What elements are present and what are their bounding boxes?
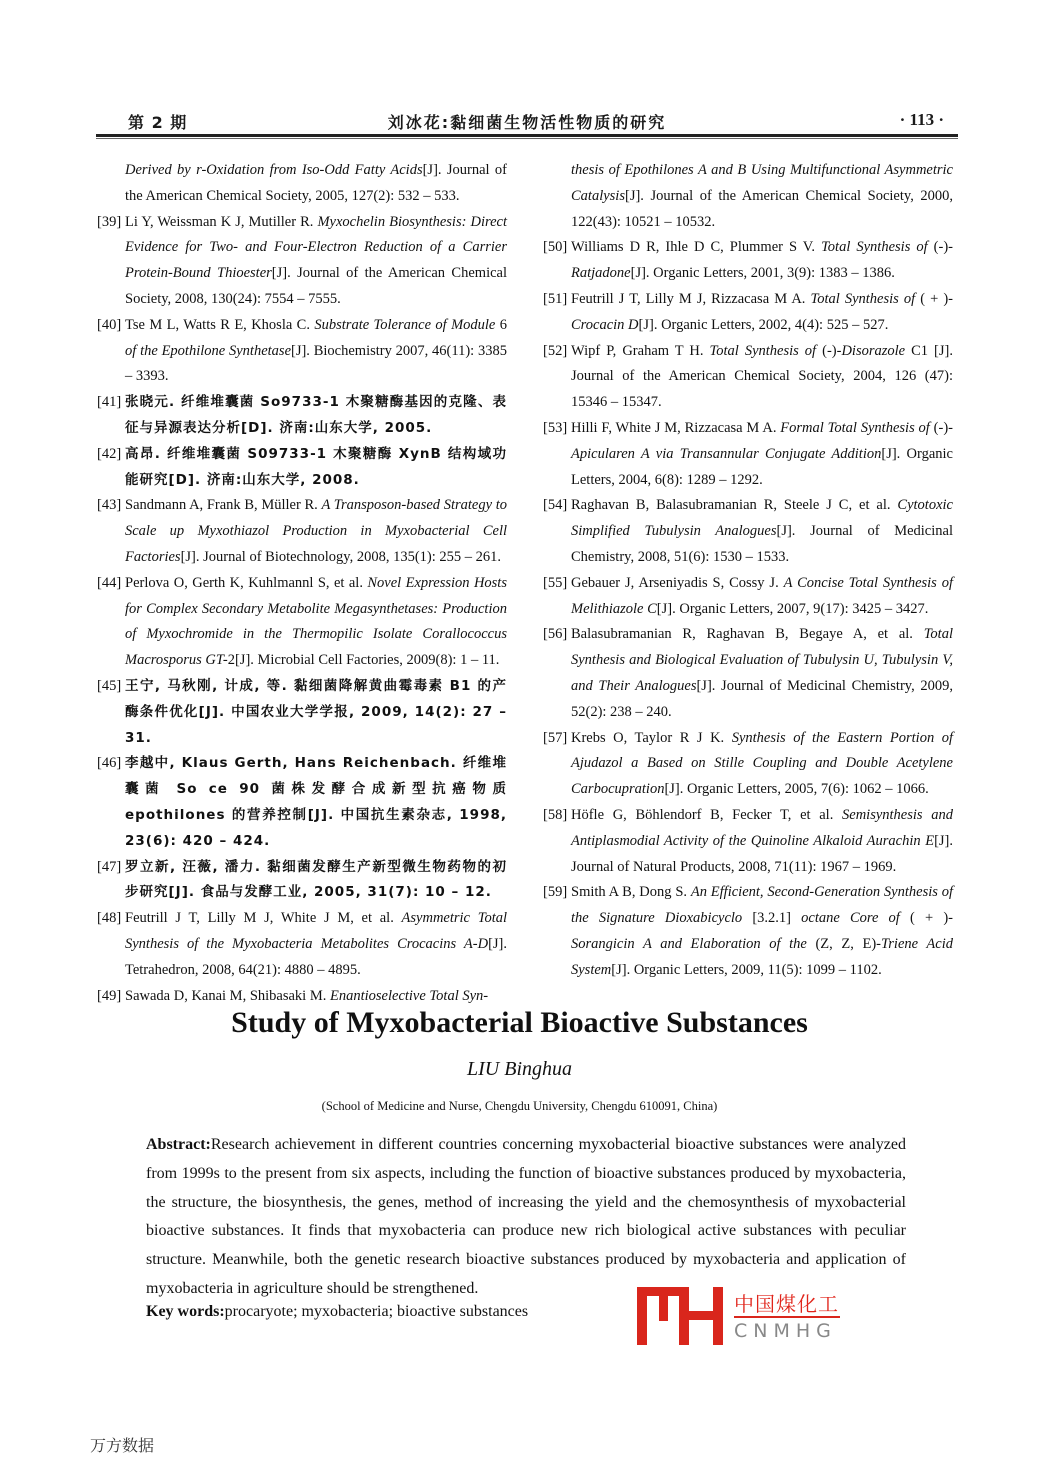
watermark-en-text: CNMHG bbox=[734, 1320, 837, 1342]
reference-title: of the Epothilone Synthetase bbox=[125, 342, 291, 359]
watermark-cn-text: 中国煤化工 bbox=[734, 1292, 839, 1316]
reference-number: [47] bbox=[97, 858, 122, 875]
keywords-label: Key words: bbox=[146, 1303, 225, 1320]
reference-item bbox=[543, 622, 953, 725]
reference-text: (-)- bbox=[927, 239, 953, 256]
reference-item bbox=[97, 313, 507, 390]
reference-text: [3.2.1] bbox=[742, 910, 802, 927]
reference-item bbox=[543, 416, 953, 493]
reference-text: [J]. Organic Letters, 2009, 11(5): 1099 – 1102. bbox=[611, 961, 882, 978]
reference-number: [49] bbox=[97, 987, 122, 1004]
header-rule bbox=[96, 134, 958, 137]
reference-text: [J]. Organic Letters, 2007, 9(17): 3425 – 3427. bbox=[656, 600, 929, 617]
reference-text: ( + )- bbox=[899, 910, 953, 927]
reference-text: Hilli F, White J M, Rizzacasa M A. bbox=[571, 419, 781, 436]
reference-title: A Concise Total Synthesis of Melithiazole C bbox=[571, 574, 953, 617]
reference-text: [J]. Journal of the American Chemical Society, 2005, 127(2): 532 – 533. bbox=[125, 162, 507, 204]
page-header bbox=[96, 106, 958, 134]
reference-title: Synthesis of the Eastern Portion of Ajudazol a Based on Stille Coupling and Double Acetylene Carbocupration bbox=[571, 729, 954, 798]
reference-text: [J]. Journal of Medicinal Chemistry, 2008, 51(6): 1530 – 1533. bbox=[571, 523, 953, 565]
reference-text: [J]. Organic Letters, 2001, 3(9): 1383 – 1386. bbox=[630, 265, 895, 282]
reference-item bbox=[543, 803, 953, 880]
reference-item bbox=[543, 726, 953, 803]
reference-item bbox=[543, 880, 953, 983]
reference-text: 6 bbox=[495, 316, 508, 333]
reference-title: Asymmetric Total Synthesis of the Myxobacteria Metabolites Crocacins A-D bbox=[125, 910, 507, 952]
reference-text: [J]. Journal of the American Chemical Society, 2008, 130(24): 7554 – 7555. bbox=[125, 265, 507, 307]
reference-title: Derived by r-Oxidation from Iso-Odd Fatty Acids bbox=[125, 162, 423, 178]
reference-continuation bbox=[97, 158, 507, 210]
reference-text: (-)- bbox=[816, 342, 842, 359]
reference-number: [53] bbox=[543, 419, 568, 436]
reference-text: Feutrill J T, Lilly M J, Rizzacasa M A. bbox=[571, 290, 811, 307]
reference-item bbox=[543, 287, 953, 339]
reference-text: Tse M L, Watts R E, Khosla C. bbox=[125, 316, 315, 333]
source-footer: 万方数据 bbox=[90, 1436, 155, 1455]
reference-text: Gebauer J, Arseniyadis S, Cossy J. bbox=[571, 574, 784, 591]
abstract-label: Abstract: bbox=[146, 1136, 211, 1153]
reference-text: Krebs O, Taylor R J K. bbox=[571, 729, 732, 746]
issue-label: 第 2 期 bbox=[128, 113, 188, 132]
keywords-text: procaryote; myxobacteria; bioactive substances bbox=[224, 1303, 529, 1320]
references-left-column bbox=[97, 158, 507, 1009]
reference-text: C1 [J]. Journal of the American Chemical Society, 2004, 126 (47): 15346 – 15347. bbox=[571, 342, 953, 411]
reference-text: [J]. Journal of the American Chemical Society, 2000, 122(43): 10521 – 10532. bbox=[571, 187, 953, 230]
reference-item bbox=[97, 442, 507, 494]
reference-text: [J]. Journal of Natural Products, 2008, 71(11): 1967 – 1969. bbox=[571, 832, 953, 875]
abstract bbox=[146, 1131, 906, 1304]
reference-number: [45] bbox=[97, 677, 122, 694]
english-title: Study of Myxobacterial Bioactive Substances bbox=[231, 1006, 808, 1039]
reference-text: Raghavan B, Balasubramanian R, Steele J C, et al. bbox=[571, 497, 898, 514]
reference-text: (Z, Z, E)- bbox=[806, 935, 882, 952]
reference-text: Perlova O, Gerth K, Kuhlmannl S, et al. bbox=[125, 574, 368, 591]
reference-title: octane Core of bbox=[801, 910, 900, 927]
reference-text: 李越中, Klaus Gerth, Hans Reichenbach. 纤维堆囊菌 So ce 90 菌株发酵合成新型抗癌物质 epothilones 的营养控制[J]. 中国抗生素杂志, 1998, 23(6): 420 – 424. bbox=[125, 755, 507, 849]
watermark-divider bbox=[734, 1316, 840, 1318]
reference-text: [J]. Biochemistry 2007, 46(11): 3385 – 3393. bbox=[125, 342, 507, 385]
reference-title: Novel Expression Hosts for Complex Secondary Metabolite Megasynthetases: Production of Myxochromide in the Thermopilic Isolate Corallococcus Macrosporus GT- bbox=[125, 574, 507, 669]
reference-title: Cytotoxic Simplified Tubulysin Analogues bbox=[571, 497, 953, 540]
reference-text: Wipf P, Graham T H. bbox=[571, 342, 710, 359]
reference-number: [46] bbox=[97, 755, 122, 772]
reference-text: Li Y, Weissman K J, Mutiller R. bbox=[125, 213, 318, 230]
reference-item bbox=[97, 751, 507, 854]
reference-item bbox=[97, 674, 507, 751]
reference-item bbox=[97, 390, 507, 442]
reference-number: [48] bbox=[97, 910, 122, 927]
reference-text: 罗立新, 汪薇, 潘力. 黏细菌发酵生产新型微生物药物的初步研究[J]. 食品与发酵工业, 2005, 31(7): 10 – 12. bbox=[125, 858, 507, 901]
reference-text: Feutrill J T, Lilly M J, White J M, et al. bbox=[125, 910, 402, 927]
reference-item bbox=[97, 571, 507, 674]
reference-number: [55] bbox=[543, 574, 568, 591]
reference-title: An Efficient, Second-Generation Synthesis of the Signature Dioxabicyclo bbox=[571, 884, 953, 927]
reference-text: [J]. Journal of Biotechnology, 2008, 135(1): 255 – 261. bbox=[180, 548, 502, 565]
reference-title: Total Synthesis of bbox=[810, 290, 916, 307]
reference-text: (-)- bbox=[929, 419, 953, 436]
reference-item bbox=[97, 493, 507, 570]
keywords bbox=[146, 1303, 528, 1321]
reference-title: Substrate Tolerance of Module bbox=[314, 316, 496, 333]
reference-number: [57] bbox=[543, 729, 568, 746]
header-rule-thin bbox=[96, 138, 958, 139]
reference-number: [59] bbox=[543, 884, 568, 901]
reference-text: Williams D R, Ihle D C, Plummer S V. bbox=[571, 239, 822, 256]
reference-number: [43] bbox=[97, 497, 122, 514]
reference-title: Total Synthesis of bbox=[821, 239, 928, 256]
reference-title: A Transposon-based Strategy to Scale up Myxothiazol Production in Myxobacterial Cell Factories bbox=[125, 497, 507, 565]
reference-title: Triene Acid System bbox=[571, 935, 953, 978]
reference-item bbox=[543, 235, 953, 287]
reference-number: [52] bbox=[543, 342, 568, 359]
page-number: · 113 · bbox=[899, 110, 944, 129]
reference-text: [J]. Organic Letters, 2002, 4(4): 525 – 527. bbox=[638, 316, 889, 333]
reference-number: [56] bbox=[543, 626, 568, 643]
references-right-column bbox=[543, 158, 953, 984]
affiliation: (School of Medicine and Nurse, Chengdu University, Chengdu 610091, China) bbox=[321, 1099, 718, 1113]
reference-title: Disorazole bbox=[841, 342, 906, 359]
reference-text: [J]. Tetrahedron, 2008, 64(21): 4880 – 4895. bbox=[125, 935, 507, 978]
running-title: 刘冰花:黏细菌生物活性物质的研究 bbox=[387, 113, 667, 132]
reference-item bbox=[97, 210, 507, 313]
reference-text: 2[J]. Microbial Cell Factories, 2009(8): 1 – 11. bbox=[227, 652, 500, 669]
reference-text: 高昂. 纤维堆囊菌 S09733-1 木聚糖酶 XynB 结构域功能研究[D]. 济南:山东大学, 2008. bbox=[125, 445, 507, 488]
reference-text: [J]. Organic Letters, 2005, 7(6): 1062 – 1066. bbox=[664, 781, 929, 798]
reference-title: Apicularen A via Transannular Conjugate Addition bbox=[571, 445, 882, 462]
reference-title: Enantioselective Total Syn- bbox=[329, 987, 489, 1004]
reference-item bbox=[543, 571, 953, 623]
reference-item bbox=[97, 855, 507, 907]
reference-title: thesis of Epothilones A and B Using Multifunctional Asymmetric Catalysis bbox=[571, 162, 953, 204]
reference-text: Sandmann A, Frank B, Müller R. bbox=[125, 497, 322, 514]
author-name: LIU Binghua bbox=[467, 1058, 572, 1080]
reference-item bbox=[543, 493, 953, 570]
reference-text: Smith A B, Dong S. bbox=[571, 884, 691, 901]
reference-continuation bbox=[543, 158, 953, 235]
reference-title: Ratjadone bbox=[571, 265, 631, 282]
reference-text: Höfle G, Böhlendorf B, Fecker T, et al. bbox=[571, 806, 843, 823]
reference-number: [54] bbox=[543, 497, 568, 514]
reference-text: ( + )- bbox=[915, 290, 953, 307]
reference-item bbox=[543, 339, 953, 416]
reference-title: Sorangicin A and Elaboration of the bbox=[571, 935, 807, 952]
reference-text: 王宁, 马秋刚, 计成, 等. 黏细菌降解黄曲霉毒素 B1 的产酶条件优化[J]. 中国农业大学学报, 2009, 14(2): 27 – 31. bbox=[125, 677, 507, 746]
reference-text: Sawada D, Kanai M, Shibasaki M. bbox=[125, 987, 330, 1004]
reference-title: Formal Total Synthesis of bbox=[780, 419, 930, 436]
reference-number: [51] bbox=[543, 290, 568, 307]
reference-title: Total Synthesis and Biological Evaluation of Tubulysin U, Tubulysin V, and Their Analogues bbox=[571, 626, 953, 694]
reference-title: Semisynthesis and Antiplasmodial Activity of the Quinoline Alkaloid Aurachin E bbox=[571, 806, 953, 849]
reference-number: [58] bbox=[543, 806, 568, 823]
reference-number: [39] bbox=[97, 213, 122, 230]
reference-number: [40] bbox=[97, 316, 122, 333]
reference-number: [42] bbox=[97, 445, 122, 462]
reference-title: Total Synthesis of bbox=[709, 342, 817, 359]
reference-number: [44] bbox=[97, 574, 122, 591]
reference-title: Myxochelin Biosynthesis: Direct Evidence for Two- and Four-Electron Reduction of a Carrier Protein-Bound Thioester bbox=[125, 213, 507, 282]
mh-logo-icon bbox=[637, 1287, 727, 1345]
reference-text: 张晓元. 纤维堆囊菌 So9733-1 木聚糖酶基因的克隆、表征与异源表达分析[D]. 济南:山东大学, 2005. bbox=[125, 394, 507, 436]
reference-number: [50] bbox=[543, 239, 568, 256]
cnmhg-watermark-logo bbox=[637, 1287, 847, 1347]
abstract-text: Research achievement in different countries concerning myxobacterial bioactive substances were analyzed from 1999s to the present from six aspects, including the function of bioactive substances produced by myxobacteria, the structure, the biosynthesis, the genes, method of increasing the yield and the chemosynthesis of myxobacterial bioactive substances. It finds that myxobacteria can produce new rich biological active substances with peculiar structure. Meanwhile, both the genetic research bioactive substances produced by myxobacteria and application of myxobacteria in agriculture should be strengthened. bbox=[146, 1136, 906, 1297]
reference-text: [J]. Journal of Medicinal Chemistry, 2009, 52(2): 238 – 240. bbox=[571, 677, 954, 720]
reference-item bbox=[97, 906, 507, 983]
reference-text: Balasubramanian R, Raghavan B, Begaye A, et al. bbox=[571, 626, 924, 643]
reference-title: Crocacin D bbox=[571, 316, 639, 333]
reference-number: [41] bbox=[97, 394, 122, 411]
reference-text: [J]. Organic Letters, 2004, 6(8): 1289 – 1292. bbox=[571, 445, 953, 488]
